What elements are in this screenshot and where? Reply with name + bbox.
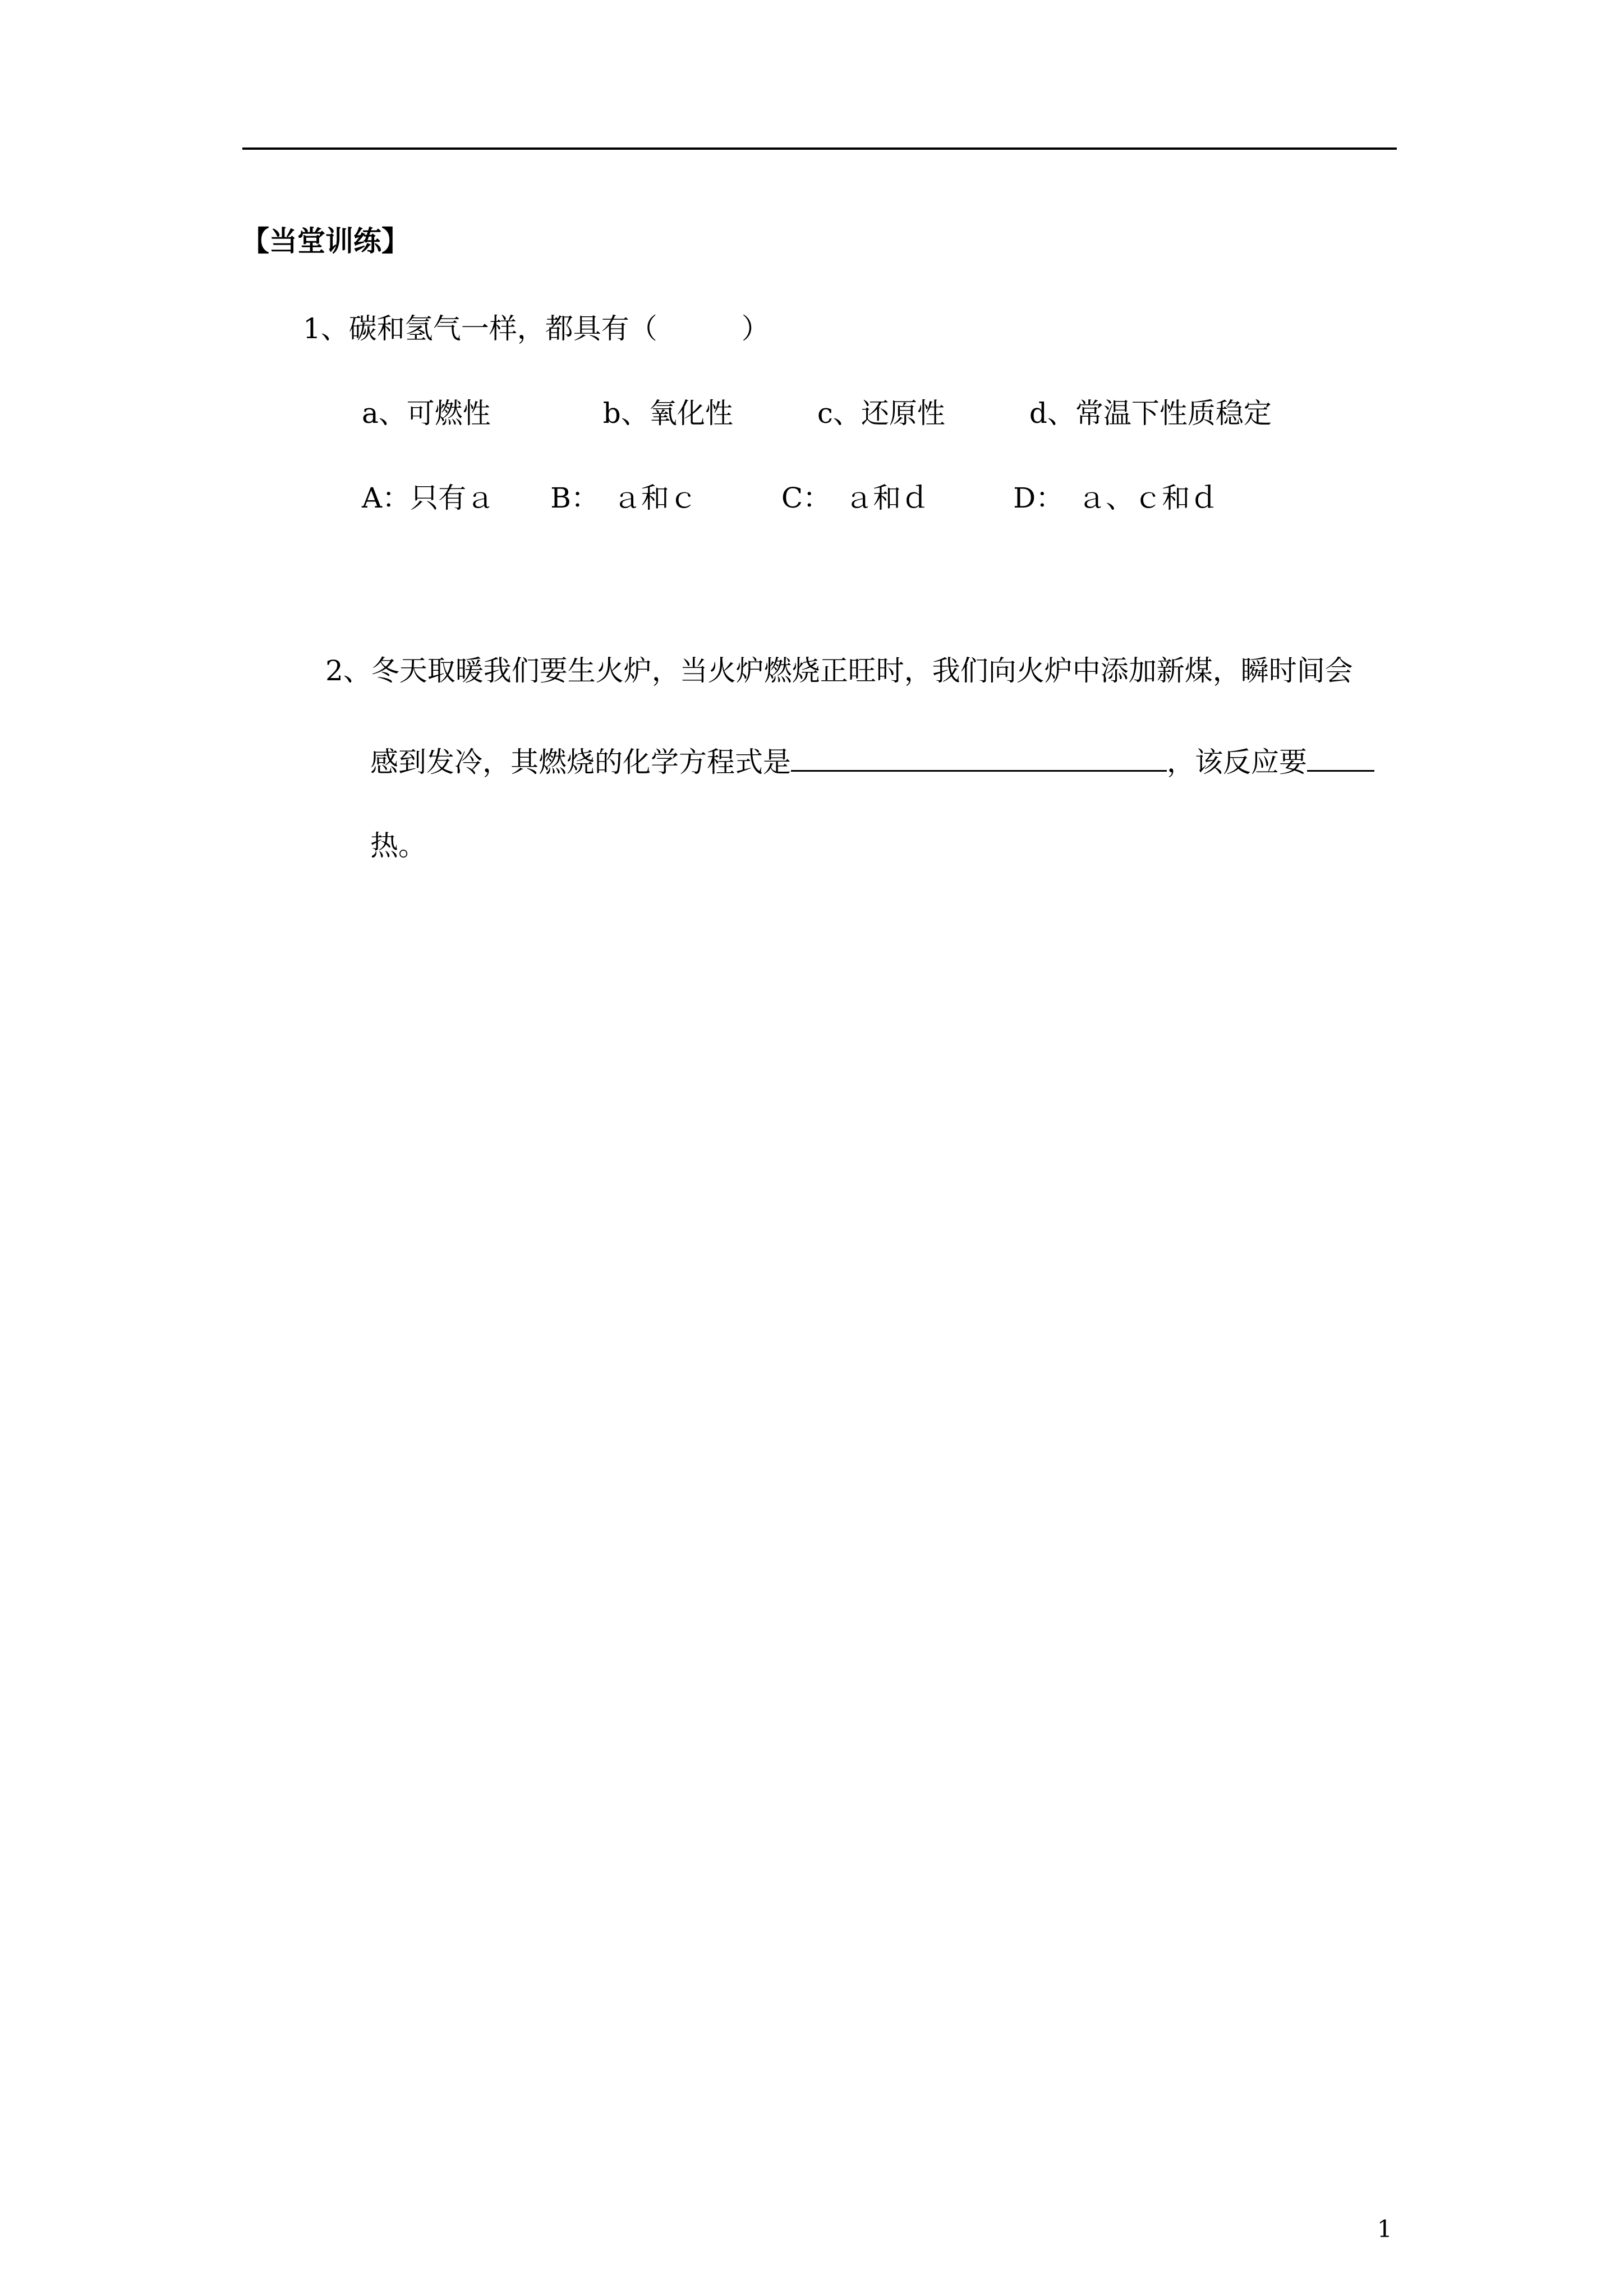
page-number: 1 bbox=[1377, 2215, 1392, 2243]
question-2-text-before-blank: 感到发冷，其燃烧的化学方程式是 bbox=[370, 746, 791, 778]
heat-answer-blank[interactable] bbox=[1307, 744, 1374, 772]
header-rule bbox=[242, 147, 1397, 150]
question-1-answer-choices: A：只有ａ B： ａ和ｃ C： ａ和ｄ D： ａ、ｃ和ｄ bbox=[362, 482, 1218, 514]
equation-answer-blank[interactable] bbox=[791, 744, 1167, 772]
question-2-line-1: 2、冬天取暖我们要生火炉，当火炉燃烧正旺时，我们向火炉中添加新煤，瞬时间会 bbox=[325, 654, 1353, 687]
question-1-options: a、可燃性 b、氧化性 c、还原性 d、常温下性质稳定 bbox=[362, 397, 1272, 430]
section-title: 【当堂训练】 bbox=[241, 224, 410, 257]
question-1-stem: 1、碳和氢气一样，都具有（ ） bbox=[303, 312, 770, 345]
question-2-text-middle: ，该反应要 bbox=[1167, 746, 1307, 778]
question-2-line-2 bbox=[370, 744, 1374, 779]
question-2-line-3: 热。 bbox=[370, 829, 426, 862]
